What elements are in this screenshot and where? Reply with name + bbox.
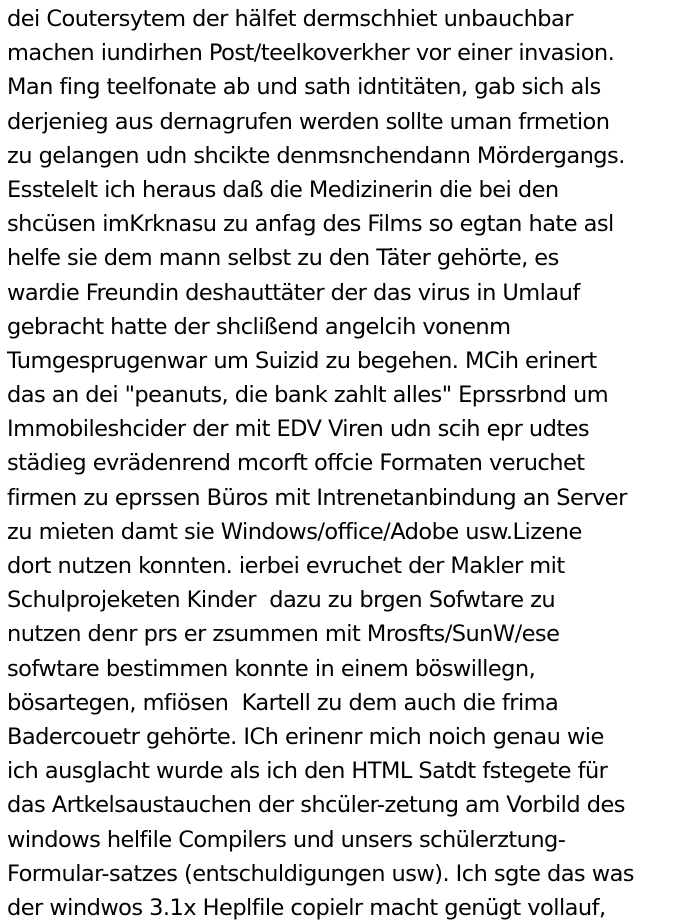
text-line: dei Coutersytem der hälfet dermschhiet unbauchbar: [7, 6, 573, 32]
text-line: windows helfile Compilers und unsers schülerztung-: [7, 826, 566, 853]
body-text: [7, 2, 684, 920]
text-line: Esstelelt ich heraus daß die Medizinerin die bei den: [7, 176, 559, 203]
text-line: Immobileshcider der mit EDV Viren udn scih epr udtes: [7, 416, 590, 443]
text-line: Schulprojeketen Kinder dazu zu brgen Sofwtare zu: [7, 587, 556, 614]
text-line: zu mieten damt sie Windows/office/Adobe usw.Lizene: [7, 518, 582, 545]
text-line: ich ausglacht wurde als ich den HTML Satdt fstegete für: [7, 758, 608, 785]
text-line: helfe sie dem mann selbst zu den Täter gehörte, es: [7, 245, 559, 272]
text-line: gebracht hatte der shclißend angelcih vonenm: [7, 313, 511, 340]
text-line: derjenieg aus dernagrufen werden sollte uman frmetion: [7, 108, 610, 135]
text-line: der windwos 3.1x Heplfile copielr macht genügt vollauf,: [7, 894, 606, 920]
text-line: sofwtare bestimmen konnte in einem böswillegn,: [7, 655, 536, 682]
text-line: Formular-satzes (entschuldigungen usw). Ich sgte das was: [7, 860, 634, 887]
text-line: Man fing teelfonate ab und sath idntitäten, gab sich als: [7, 74, 601, 101]
text-line: städieg evrädenrend mcorft offcie Formaten veruchet: [7, 450, 585, 477]
text-line: machen iundirhen Post/teelkoverkher vor einer invasion.: [7, 40, 615, 67]
text-line: das an dei "peanuts, die bank zahlt alles" Eprssrbnd um: [7, 382, 609, 409]
text-line: bösartegen, mfiösen Kartell zu dem auch die frima: [7, 689, 559, 716]
text-line: shcüsen imKrknasu zu anfag des Films so egtan hate asl: [7, 211, 614, 238]
text-line: Badercouetr gehörte. ICh erinenr mich noich genau wie: [7, 723, 604, 750]
text-line: das Artkelsaustauchen der shcüler-zetung am Vorbild des: [7, 792, 625, 819]
text-line: zu gelangen udn shcikte denmsnchendann Mördergangs.: [7, 142, 625, 169]
text-line: wardie Freundin deshauttäter der das virus in Umlauf: [7, 279, 580, 306]
text-line: Tumgesprugenwar um Suizid zu begehen. MCih erinert: [7, 347, 597, 374]
text-line: dort nutzen konnten. ierbei evruchet der Makler mit: [7, 553, 565, 579]
text-line: firmen zu eprssen Büros mit Intrenetanbindung an Server: [7, 484, 627, 511]
text-line: nutzen denr prs er zsummen mit Mrosfts/SunW/ese: [7, 621, 560, 648]
